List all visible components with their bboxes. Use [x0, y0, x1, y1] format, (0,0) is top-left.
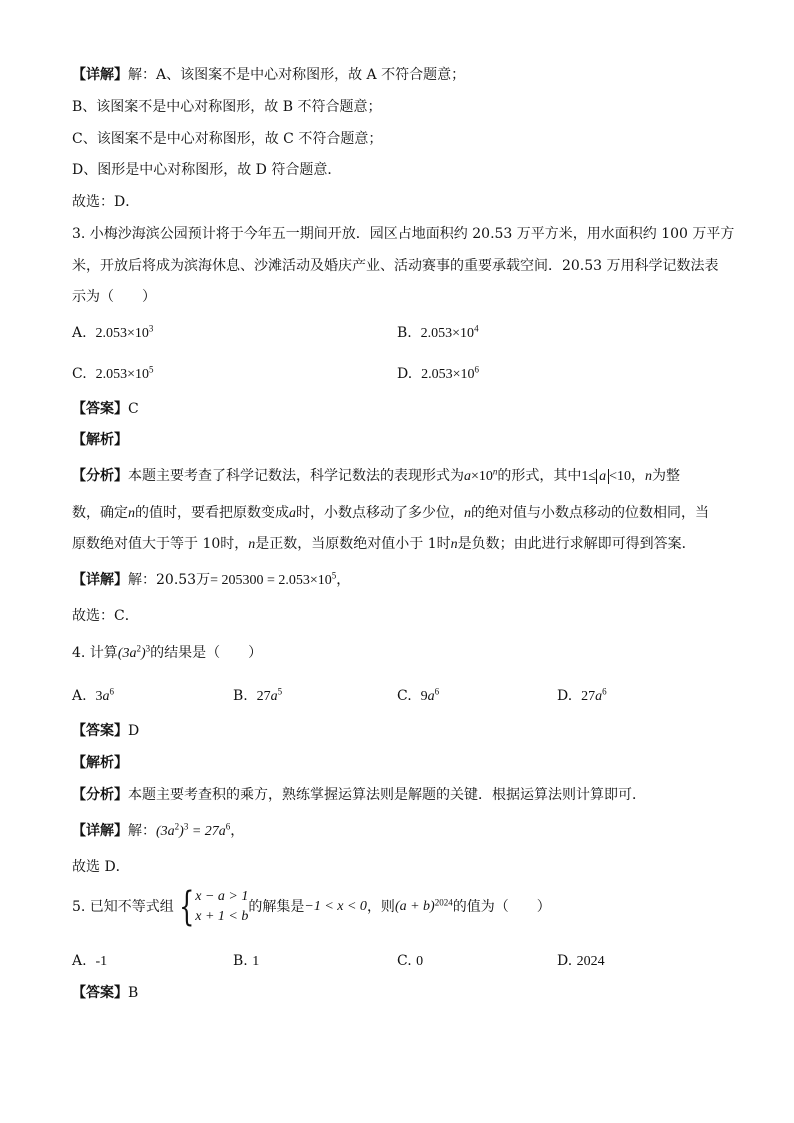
q5-stem: 5. 已知不等式组 {x − a > 1 x + 1 < b的解集是−1 < x < 0，则$(a + b)^{2024}$的值为（ ）	[72, 884, 551, 930]
q3-option-d: D. $2.053\times 10^6$	[397, 364, 479, 382]
q3-answer: 【答案】C	[72, 401, 139, 417]
q3-choose: 故选：C．	[72, 608, 139, 624]
q5-option-b: B. 1	[233, 953, 260, 969]
detail-line-b: B、该图案不是中心对称图形，故 B 不符合题意；	[72, 99, 382, 115]
q3-option-c: C. $2.053\times 10^5$	[72, 364, 154, 382]
q5-option-d: D. 2024	[557, 953, 605, 969]
q4-detail: 【详解】解：$(3a^2)^3 = 27a^6$，	[72, 821, 245, 839]
q4-stem: 4. 计算$(3a^2)^3$的结果是（ ）	[72, 643, 263, 661]
q3-stem-line1: 3. 小梅沙海滨公园预计将于今年五一期间开放．园区占地面积约 20.53 万平方米，用水面积约 100 万平方	[72, 226, 735, 242]
detail-tag: 【详解】	[72, 67, 128, 83]
q4-option-d: D. $27a^6$	[557, 686, 607, 704]
q3-stem-line2: 米，开放后将成为滨海休息、沙滩活动及婚庆产业、活动赛事的重要承载空间．20.53 万用科学记数法表	[72, 258, 719, 274]
q3-analysis-tag: 【解析】	[72, 432, 128, 448]
inequality-system	[195, 887, 248, 927]
q5-option-a: A. -1	[72, 953, 108, 969]
q4-answer: 【答案】D	[72, 723, 140, 739]
detail-line-a	[72, 64, 465, 86]
q3-stem-line3: 示为（ ）	[72, 289, 156, 305]
inequality-2: x + 1 < b	[195, 909, 249, 924]
q3-fenxi-line2: 数，确定n的值时，要看把原数变成a时，小数点移动了多少位，n的绝对值与小数点移动的位数相同，当	[72, 505, 709, 521]
detail-line-d: D、图形是中心对称图形，故 D 符合题意．	[72, 162, 342, 178]
q4-option-c: C. $9a^6$	[397, 686, 440, 704]
q4-analysis-tag: 【解析】	[72, 755, 128, 771]
detail-line-c: C、该图案不是中心对称图形，故 C 不符合题意；	[72, 131, 383, 147]
q3-fenxi-line3: 原数绝对值大于等于 10时，n是正数，当原数绝对值小于 1时n是负数；由此进行求解即可得到答案．	[72, 536, 696, 552]
q4-option-a: A. $3a^6$	[72, 686, 114, 704]
q5-option-c: C. 0	[397, 953, 424, 969]
brace-icon: {	[178, 884, 195, 930]
q4-choose: 故选 D．	[72, 859, 130, 875]
detail-text: 解：A、该图案不是中心对称图形，故 A 不符合题意；	[128, 67, 466, 83]
q4-fenxi: 【分析】本题主要考查积的乘方，熟练掌握运算法则是解题的关键．根据运算法则计算即可．	[72, 787, 646, 803]
q3-detail: 【详解】解：20.53万= $205300 = 2.053\times 10^5$，	[72, 570, 351, 588]
q3-option-b: B. $2.053\times 10^4$	[397, 323, 479, 341]
q5-answer: 【答案】B	[72, 985, 139, 1001]
inequality-1: x − a > 1	[195, 889, 249, 904]
choose-line-q2: 故选：D．	[72, 194, 140, 210]
q4-option-b: B. $27a^5$	[233, 686, 283, 704]
q3-fenxi-line1: 【分析】本题主要考查了科学记数法，科学记数法的表现形式为$a\times 10^n$的形式，其中1≤ a <10，n为整	[72, 466, 680, 484]
q3-option-a: A. $2.053\times 10^3$	[72, 323, 154, 341]
